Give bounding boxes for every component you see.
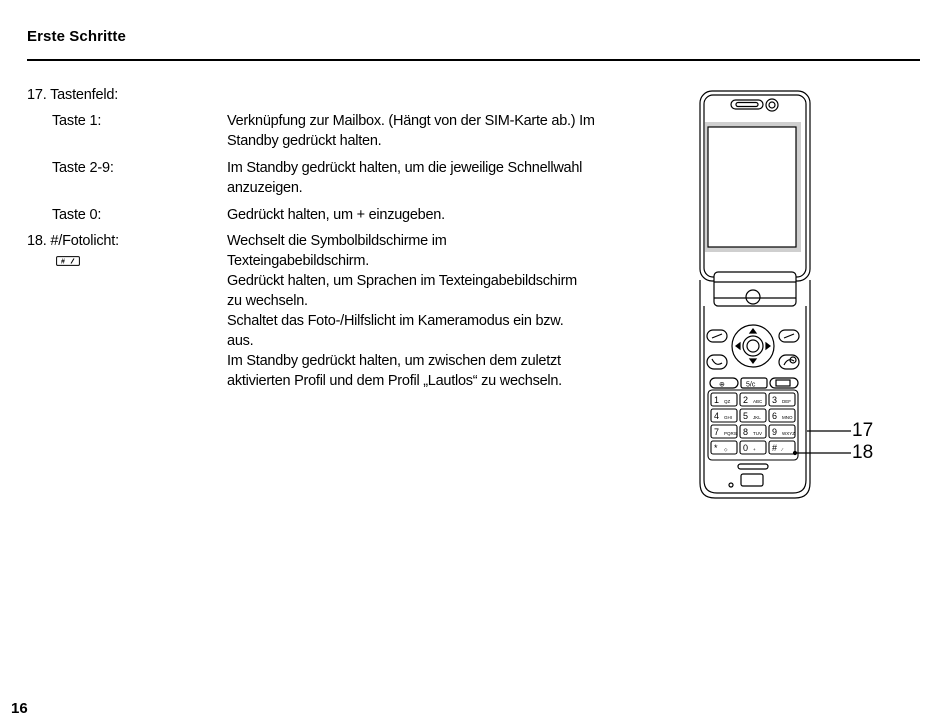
keypad-key-letters: TUV bbox=[753, 431, 762, 436]
keypad-key-digit: 3 bbox=[772, 395, 778, 405]
header-divider bbox=[27, 59, 920, 61]
keypad-key-letters: WXYZ bbox=[782, 431, 795, 436]
key-0-description bbox=[227, 205, 597, 225]
keypad-key-digit: 0 bbox=[743, 443, 749, 453]
keypad-key-digit: 6 bbox=[772, 411, 778, 421]
keypad-key-letters: ⁄ bbox=[782, 447, 783, 452]
keypad-key-letters: PQRS bbox=[724, 431, 737, 436]
keypad-key-digit: # bbox=[772, 443, 778, 453]
key-1-description bbox=[227, 111, 597, 151]
svg-text:5/c: 5/c bbox=[746, 381, 756, 389]
description-line: Schaltet das Foto-/Hilfslicht im Kameramodus ein bzw. bbox=[227, 313, 564, 329]
key-2-9-description bbox=[227, 158, 597, 198]
keypad bbox=[708, 390, 798, 460]
keypad-key-digit: 9 bbox=[772, 427, 778, 437]
keypad-key-letters: MNO bbox=[782, 415, 793, 420]
keypad-key-digit: 1 bbox=[714, 395, 720, 405]
description-line: Gedrückt halten, um + einzugeben. bbox=[227, 207, 445, 223]
description-line: Wechselt die Symbolbildschirme im bbox=[227, 233, 447, 249]
keypad-key-digit: * bbox=[714, 443, 718, 453]
description-line: Im Standby gedrückt halten, um zwischen dem zuletzt bbox=[227, 353, 561, 369]
keypad-key-letters: ◇ bbox=[724, 447, 728, 452]
keypad-key-letters: GHI bbox=[724, 415, 733, 420]
hash-flashlight-key-icon bbox=[56, 256, 80, 266]
description-line: Verknüpfung zur Mailbox. (Hängt von der SIM-Karte ab.) Im bbox=[227, 113, 595, 129]
description-line: Standby gedrückt halten. bbox=[227, 133, 382, 149]
header-title: Erste Schritte bbox=[27, 28, 126, 45]
key-1-label: Taste 1: bbox=[52, 113, 102, 129]
keypad-key-digit: 5 bbox=[743, 411, 749, 421]
keypad-key-letters: DEF bbox=[782, 399, 791, 404]
key-2-9-label: Taste 2-9: bbox=[52, 160, 114, 176]
callout-17: 17 bbox=[852, 420, 874, 441]
keypad-key-letters: QZ bbox=[724, 399, 731, 404]
key-0-label: Taste 0: bbox=[52, 207, 102, 223]
callout-18: 18 bbox=[852, 442, 874, 463]
description-line: Im Standby gedrückt halten, um die jeweilige Schnellwahl bbox=[227, 160, 583, 176]
item-17-heading: 17. Tastenfeld: bbox=[27, 87, 119, 103]
keypad-key-letters: ABC bbox=[753, 399, 763, 404]
description-line: zu wechseln. bbox=[227, 293, 308, 309]
item-18-description bbox=[227, 231, 597, 391]
keypad-key-digit: 8 bbox=[743, 427, 749, 437]
svg-text:⊕: ⊕ bbox=[719, 381, 725, 389]
keypad-key-letters: + bbox=[753, 447, 756, 452]
description-line: Gedrückt halten, um Sprachen im Texteingabebildschirm bbox=[227, 273, 577, 289]
description-line: aus. bbox=[227, 333, 254, 349]
item-18-heading: 18. #/Fotolicht: bbox=[27, 233, 119, 249]
description-line: Texteingabebildschirm. bbox=[227, 253, 369, 269]
keypad-key-digit: 2 bbox=[743, 395, 749, 405]
keypad-key-digit: 7 bbox=[714, 427, 720, 437]
page-number: 16 bbox=[11, 700, 28, 717]
description-line: aktivierten Profil und dem Profil „Lautlos“ zu wechseln. bbox=[227, 373, 562, 389]
keypad-key-letters: JKL bbox=[753, 415, 761, 420]
svg-text:#: # bbox=[61, 258, 65, 266]
description-line: anzuzeigen. bbox=[227, 180, 303, 196]
keypad-key-digit: 4 bbox=[714, 411, 720, 421]
